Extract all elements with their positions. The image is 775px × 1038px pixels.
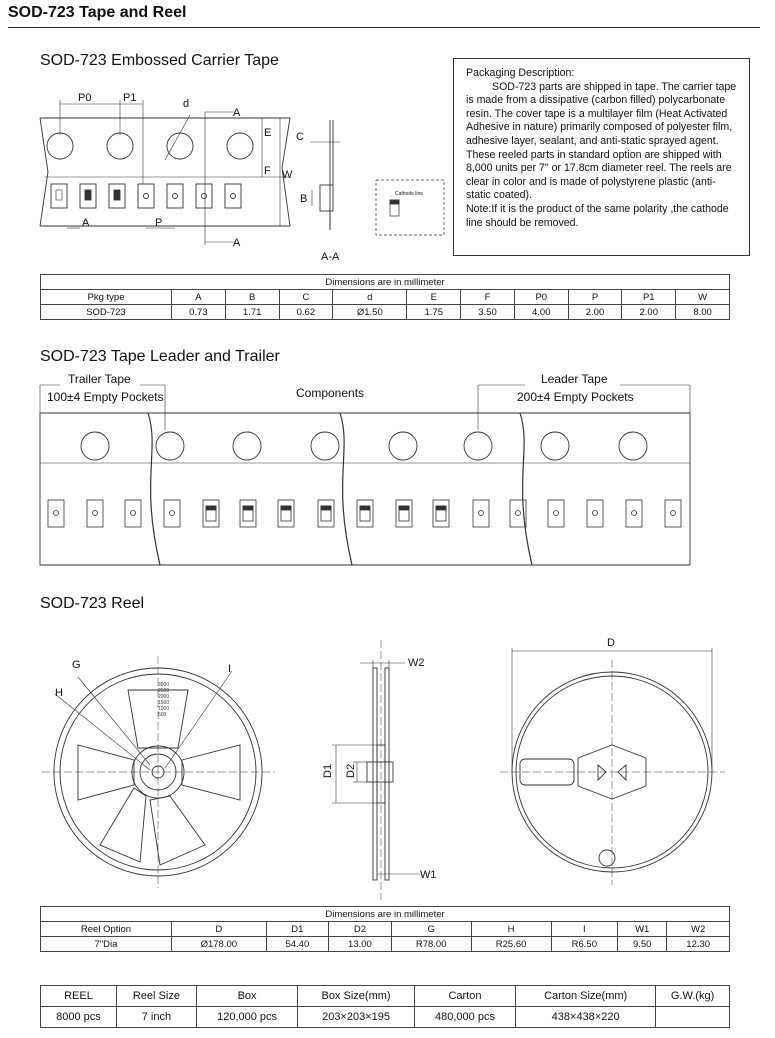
label-section-A-top: A — [233, 107, 241, 119]
label-C: C — [296, 131, 304, 143]
header-cell: Pkg type — [41, 290, 172, 305]
header-cell: Box Size(mm) — [298, 986, 415, 1007]
table-cell: Ø178.00 — [172, 937, 267, 952]
header-cell: Box — [196, 986, 297, 1007]
table-cell: 4.00 — [514, 305, 568, 320]
label-W2: W2 — [408, 657, 425, 669]
table-row — [41, 305, 730, 320]
leader-trailer-drawing — [40, 385, 690, 565]
table-cell: 54.40 — [266, 937, 329, 952]
tape-table-header — [41, 290, 730, 305]
header-cell: W2 — [667, 922, 730, 937]
leader-pockets — [48, 500, 681, 527]
reel-scale-1000: 1000 — [158, 706, 170, 712]
label-A: A — [82, 217, 90, 229]
label-G: G — [72, 659, 81, 671]
packaging-body: SOD-723 parts are shipped in tape. The carrier tape is made from a dissipative (carbon filled) polycarbonate resin. The cover tape is a multilayer film (Heat Activated Adhesive in nature) primarily composed of polyester film, adhesive layer, sealant, and anti-static sprayed agent. These reeled parts in standard option are shipped with 8,000 units per 7" or 17.8cm diameter reel. The reels are clear in color and is made of polystyrene plastic (anti-static coated). — [466, 80, 737, 202]
table-row — [41, 937, 730, 952]
header-cell: F — [461, 290, 515, 305]
header-cell: H — [471, 922, 551, 937]
carrier-tape-title: SOD-723 Embossed Carrier Tape — [40, 52, 279, 69]
label-I: I — [228, 663, 232, 675]
leader-tape-label: Leader Tape — [541, 372, 608, 386]
label-W1: W1 — [420, 869, 437, 881]
page-title: SOD-723 Tape and Reel — [8, 4, 187, 21]
table-cell: 12.30 — [667, 937, 730, 952]
header-cell: A — [172, 290, 226, 305]
leader-pockets-label: 200±4 Empty Pockets — [517, 390, 634, 404]
header-cell: P0 — [514, 290, 568, 305]
table-cell: 438×438×220 — [516, 1007, 656, 1028]
table-cell: 9.50 — [618, 937, 667, 952]
table-cell: Ø1.50 — [333, 305, 407, 320]
reel-table-caption: Dimensions are in millimeter — [41, 907, 730, 922]
label-P: P — [155, 217, 163, 229]
header-cell: Carton Size(mm) — [516, 986, 656, 1007]
label-P1: P1 — [123, 92, 137, 104]
header-cell: P1 — [622, 290, 676, 305]
table-cell: 13.00 — [329, 937, 392, 952]
reel-table-header — [41, 922, 730, 937]
header-cell: D — [172, 922, 267, 937]
header-cell: W — [676, 290, 730, 305]
label-B: B — [300, 193, 308, 205]
table-cell: SOD-723 — [41, 305, 172, 320]
table-cell: 1.75 — [407, 305, 461, 320]
table-cell: 203×203×195 — [298, 1007, 415, 1028]
header-cell: E — [407, 290, 461, 305]
label-H: H — [55, 687, 63, 699]
table-cell — [656, 1007, 730, 1028]
reel-scale-2500: 2500 — [158, 688, 170, 694]
header-cell: Reel Option — [41, 922, 172, 937]
packing-table — [40, 985, 730, 1028]
header-cell: I — [551, 922, 618, 937]
table-cell: 480,000 pcs — [414, 1007, 515, 1028]
packing-table-header — [41, 986, 730, 1007]
reel-scale-1500: 1500 — [158, 700, 170, 706]
header-cell: W1 — [618, 922, 667, 937]
label-D: D — [607, 637, 615, 649]
label-W: W — [282, 169, 293, 181]
label-section-A-bottom: A — [233, 237, 241, 249]
table-cell: R25.60 — [471, 937, 551, 952]
label-A-A: A-A — [321, 251, 340, 263]
table-cell: R78.00 — [391, 937, 471, 952]
reel-back-view — [500, 648, 725, 885]
reel-scale-500: 500 — [158, 712, 167, 718]
header-cell: D1 — [266, 922, 329, 937]
reel-title: SOD-723 Reel — [40, 595, 145, 612]
table-cell: 3.50 — [461, 305, 515, 320]
label-cathode-line: Cathode line — [395, 191, 424, 197]
tape-dimensions-table — [40, 274, 730, 320]
table-cell: 2.00 — [568, 305, 622, 320]
table-cell: 8000 pcs — [41, 1007, 117, 1028]
table-cell: 120,000 pcs — [196, 1007, 297, 1028]
table-cell: 7"Dia — [41, 937, 172, 952]
packaging-title: Packaging Description: — [466, 67, 575, 79]
label-d: d — [183, 98, 190, 110]
header-cell: B — [225, 290, 279, 305]
leader-trailer-title: SOD-723 Tape Leader and Trailer — [40, 348, 280, 365]
table-cell: R6.50 — [551, 937, 618, 952]
reel-scale-2000: 2000 — [158, 694, 170, 700]
table-cell: 8.00 — [676, 305, 730, 320]
carrier-tape-drawing — [40, 100, 444, 245]
table-cell: 1.71 — [225, 305, 279, 320]
tape-table-caption: Dimensions are in millimeter — [41, 275, 730, 290]
label-P0: P0 — [78, 92, 92, 104]
reel-scale-3000: 3000 — [158, 682, 170, 688]
table-cell: 2.00 — [622, 305, 676, 320]
trailer-tape-label: Trailer Tape — [68, 372, 131, 386]
table-row — [41, 1007, 730, 1028]
reel-dimensions-table — [40, 906, 730, 952]
label-D2: D2 — [345, 763, 357, 778]
label-D1: D1 — [322, 763, 334, 778]
header-cell: Reel Size — [116, 986, 196, 1007]
packaging-note: Note:If it is the product of the same polarity ,the cathode line should be removed. — [466, 202, 729, 229]
components-label: Components — [296, 386, 365, 400]
table-cell: 0.62 — [279, 305, 333, 320]
header-cell: D2 — [329, 922, 392, 937]
table-cell: 0.73 — [172, 305, 226, 320]
header-cell: G.W.(kg) — [656, 986, 730, 1007]
label-E: E — [264, 127, 272, 139]
trailer-pockets-label: 100±4 Empty Pockets — [47, 390, 164, 404]
header-cell: P — [568, 290, 622, 305]
header-cell: d — [333, 290, 407, 305]
label-F: F — [264, 165, 271, 177]
header-cell: G — [391, 922, 471, 937]
header-cell: REEL — [41, 986, 117, 1007]
table-cell: 7 inch — [116, 1007, 196, 1028]
header-cell: C — [279, 290, 333, 305]
header-cell: Carton — [414, 986, 515, 1007]
